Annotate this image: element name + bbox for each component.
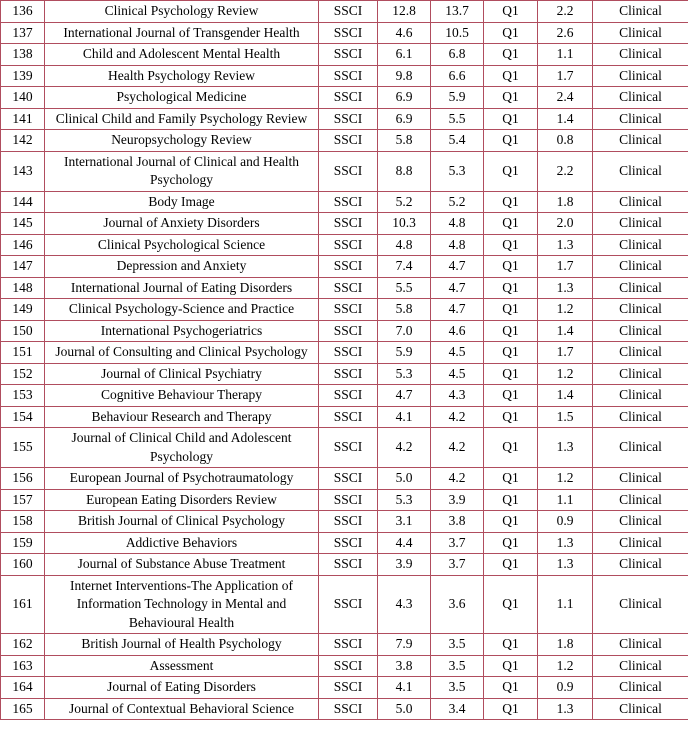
table-row: [1, 130, 688, 152]
journal-name: International Journal of Eating Disorders: [45, 277, 319, 299]
category: Clinical: [593, 489, 688, 511]
table-row: [1, 191, 688, 213]
metric-2: 3.9: [431, 489, 484, 511]
citation-index: SSCI: [319, 489, 378, 511]
citation-index: SSCI: [319, 698, 378, 720]
category: Clinical: [593, 511, 688, 533]
table-row: [1, 65, 688, 87]
metric-2: 13.7: [431, 1, 484, 23]
category: Clinical: [593, 363, 688, 385]
row-number: 138: [1, 44, 45, 66]
journal-name: International Psychogeriatrics: [45, 320, 319, 342]
quartile: Q1: [484, 130, 538, 152]
metric-2: 3.5: [431, 655, 484, 677]
metric-3: 1.1: [538, 44, 593, 66]
journal-name: Psychological Medicine: [45, 87, 319, 109]
journal-name: Clinical Psychological Science: [45, 234, 319, 256]
quartile: Q1: [484, 385, 538, 407]
metric-2: 3.4: [431, 698, 484, 720]
quartile: Q1: [484, 44, 538, 66]
journal-name: Health Psychology Review: [45, 65, 319, 87]
quartile: Q1: [484, 342, 538, 364]
metric-1: 10.3: [378, 213, 431, 235]
category: Clinical: [593, 151, 688, 191]
quartile: Q1: [484, 428, 538, 468]
quartile: Q1: [484, 256, 538, 278]
table-body: [1, 1, 688, 720]
citation-index: SSCI: [319, 191, 378, 213]
metric-1: 4.8: [378, 234, 431, 256]
metric-1: 6.9: [378, 108, 431, 130]
citation-index: SSCI: [319, 342, 378, 364]
table-row: [1, 342, 688, 364]
metric-1: 5.3: [378, 489, 431, 511]
metric-3: 1.2: [538, 299, 593, 321]
journal-name: Assessment: [45, 655, 319, 677]
metric-1: 3.8: [378, 655, 431, 677]
metric-1: 8.8: [378, 151, 431, 191]
category: Clinical: [593, 130, 688, 152]
metric-3: 1.2: [538, 363, 593, 385]
table-row: [1, 320, 688, 342]
category: Clinical: [593, 634, 688, 656]
row-number: 144: [1, 191, 45, 213]
metric-1: 5.8: [378, 130, 431, 152]
row-number: 164: [1, 677, 45, 699]
table-row: [1, 575, 688, 634]
quartile: Q1: [484, 320, 538, 342]
citation-index: SSCI: [319, 277, 378, 299]
quartile: Q1: [484, 299, 538, 321]
row-number: 136: [1, 1, 45, 23]
row-number: 145: [1, 213, 45, 235]
category: Clinical: [593, 320, 688, 342]
journal-name: Child and Adolescent Mental Health: [45, 44, 319, 66]
category: Clinical: [593, 234, 688, 256]
metric-2: 4.2: [431, 428, 484, 468]
metric-2: 5.3: [431, 151, 484, 191]
category: Clinical: [593, 655, 688, 677]
metric-3: 1.2: [538, 468, 593, 490]
quartile: Q1: [484, 213, 538, 235]
metric-2: 4.2: [431, 468, 484, 490]
table-row: [1, 22, 688, 44]
category: Clinical: [593, 108, 688, 130]
journal-name: Body Image: [45, 191, 319, 213]
metric-3: 2.2: [538, 151, 593, 191]
quartile: Q1: [484, 468, 538, 490]
category: Clinical: [593, 677, 688, 699]
metric-3: 1.1: [538, 575, 593, 634]
table-row: [1, 213, 688, 235]
category: Clinical: [593, 554, 688, 576]
quartile: Q1: [484, 634, 538, 656]
citation-index: SSCI: [319, 130, 378, 152]
metric-3: 1.2: [538, 655, 593, 677]
journal-name: Clinical Child and Family Psychology Review: [45, 108, 319, 130]
quartile: Q1: [484, 108, 538, 130]
row-number: 137: [1, 22, 45, 44]
metric-3: 2.4: [538, 87, 593, 109]
row-number: 165: [1, 698, 45, 720]
citation-index: SSCI: [319, 65, 378, 87]
metric-2: 4.7: [431, 299, 484, 321]
row-number: 158: [1, 511, 45, 533]
metric-2: 3.8: [431, 511, 484, 533]
metric-3: 1.3: [538, 428, 593, 468]
metric-3: 1.3: [538, 277, 593, 299]
category: Clinical: [593, 342, 688, 364]
quartile: Q1: [484, 87, 538, 109]
metric-1: 3.1: [378, 511, 431, 533]
citation-index: SSCI: [319, 385, 378, 407]
row-number: 139: [1, 65, 45, 87]
metric-2: 3.7: [431, 554, 484, 576]
journal-name: Journal of Eating Disorders: [45, 677, 319, 699]
quartile: Q1: [484, 277, 538, 299]
citation-index: SSCI: [319, 299, 378, 321]
quartile: Q1: [484, 554, 538, 576]
quartile: Q1: [484, 363, 538, 385]
citation-index: SSCI: [319, 406, 378, 428]
category: Clinical: [593, 277, 688, 299]
category: Clinical: [593, 385, 688, 407]
row-number: 142: [1, 130, 45, 152]
journal-name: Clinical Psychology Review: [45, 1, 319, 23]
metric-1: 6.1: [378, 44, 431, 66]
journal-name: Journal of Anxiety Disorders: [45, 213, 319, 235]
metric-1: 4.1: [378, 406, 431, 428]
metric-2: 4.7: [431, 277, 484, 299]
citation-index: SSCI: [319, 428, 378, 468]
metric-1: 5.8: [378, 299, 431, 321]
quartile: Q1: [484, 575, 538, 634]
table-row: [1, 532, 688, 554]
metric-1: 4.4: [378, 532, 431, 554]
citation-index: SSCI: [319, 108, 378, 130]
metric-2: 4.3: [431, 385, 484, 407]
quartile: Q1: [484, 655, 538, 677]
metric-2: 3.5: [431, 677, 484, 699]
row-number: 143: [1, 151, 45, 191]
citation-index: SSCI: [319, 363, 378, 385]
quartile: Q1: [484, 65, 538, 87]
citation-index: SSCI: [319, 532, 378, 554]
metric-1: 4.2: [378, 428, 431, 468]
metric-3: 1.3: [538, 532, 593, 554]
quartile: Q1: [484, 489, 538, 511]
metric-1: 4.1: [378, 677, 431, 699]
citation-index: SSCI: [319, 677, 378, 699]
quartile: Q1: [484, 151, 538, 191]
category: Clinical: [593, 1, 688, 23]
category: Clinical: [593, 406, 688, 428]
metric-1: 4.7: [378, 385, 431, 407]
table-row: [1, 277, 688, 299]
category: Clinical: [593, 428, 688, 468]
row-number: 155: [1, 428, 45, 468]
journal-name: Behaviour Research and Therapy: [45, 406, 319, 428]
row-number: 157: [1, 489, 45, 511]
row-number: 161: [1, 575, 45, 634]
metric-1: 5.3: [378, 363, 431, 385]
metric-1: 9.8: [378, 65, 431, 87]
journal-name: Clinical Psychology-Science and Practice: [45, 299, 319, 321]
row-number: 148: [1, 277, 45, 299]
citation-index: SSCI: [319, 151, 378, 191]
metric-3: 1.4: [538, 320, 593, 342]
metric-1: 7.4: [378, 256, 431, 278]
metric-1: 5.0: [378, 698, 431, 720]
metric-3: 0.9: [538, 511, 593, 533]
row-number: 163: [1, 655, 45, 677]
row-number: 150: [1, 320, 45, 342]
metric-3: 2.2: [538, 1, 593, 23]
metric-3: 1.1: [538, 489, 593, 511]
metric-2: 5.9: [431, 87, 484, 109]
metric-3: 0.9: [538, 677, 593, 699]
metric-1: 4.6: [378, 22, 431, 44]
journal-name: Internet Interventions-The Application of Information Technology in Mental and Behavioural Health: [45, 575, 319, 634]
row-number: 162: [1, 634, 45, 656]
journal-name: Neuropsychology Review: [45, 130, 319, 152]
journal-name: Journal of Clinical Psychiatry: [45, 363, 319, 385]
metric-2: 6.8: [431, 44, 484, 66]
journal-name: Depression and Anxiety: [45, 256, 319, 278]
category: Clinical: [593, 532, 688, 554]
metric-2: 5.5: [431, 108, 484, 130]
citation-index: SSCI: [319, 320, 378, 342]
metric-2: 4.6: [431, 320, 484, 342]
metric-1: 5.2: [378, 191, 431, 213]
metric-2: 3.5: [431, 634, 484, 656]
metric-2: 10.5: [431, 22, 484, 44]
citation-index: SSCI: [319, 87, 378, 109]
table-row: [1, 151, 688, 191]
journal-name: Addictive Behaviors: [45, 532, 319, 554]
metric-2: 4.8: [431, 234, 484, 256]
category: Clinical: [593, 299, 688, 321]
table-row: [1, 363, 688, 385]
category: Clinical: [593, 22, 688, 44]
citation-index: SSCI: [319, 575, 378, 634]
category: Clinical: [593, 468, 688, 490]
quartile: Q1: [484, 698, 538, 720]
metric-3: 1.7: [538, 342, 593, 364]
quartile: Q1: [484, 677, 538, 699]
row-number: 149: [1, 299, 45, 321]
table-row: [1, 108, 688, 130]
metric-3: 1.8: [538, 634, 593, 656]
metric-3: 1.4: [538, 385, 593, 407]
category: Clinical: [593, 213, 688, 235]
citation-index: SSCI: [319, 1, 378, 23]
quartile: Q1: [484, 532, 538, 554]
table-row: [1, 406, 688, 428]
table-row: [1, 554, 688, 576]
row-number: 141: [1, 108, 45, 130]
citation-index: SSCI: [319, 468, 378, 490]
metric-2: 5.4: [431, 130, 484, 152]
metric-2: 4.5: [431, 363, 484, 385]
table-row: [1, 468, 688, 490]
quartile: Q1: [484, 234, 538, 256]
table-row: [1, 299, 688, 321]
metric-3: 1.7: [538, 65, 593, 87]
journal-name: Cognitive Behaviour Therapy: [45, 385, 319, 407]
metric-2: 3.6: [431, 575, 484, 634]
category: Clinical: [593, 191, 688, 213]
metric-2: 4.7: [431, 256, 484, 278]
table-row: [1, 677, 688, 699]
citation-index: SSCI: [319, 44, 378, 66]
metric-1: 7.0: [378, 320, 431, 342]
journal-name: Journal of Substance Abuse Treatment: [45, 554, 319, 576]
table-row: [1, 234, 688, 256]
metric-3: 1.7: [538, 256, 593, 278]
row-number: 159: [1, 532, 45, 554]
metric-2: 5.2: [431, 191, 484, 213]
metric-3: 1.8: [538, 191, 593, 213]
citation-index: SSCI: [319, 511, 378, 533]
journal-name: European Eating Disorders Review: [45, 489, 319, 511]
journal-name: British Journal of Clinical Psychology: [45, 511, 319, 533]
category: Clinical: [593, 65, 688, 87]
metric-3: 0.8: [538, 130, 593, 152]
table-row: [1, 428, 688, 468]
metric-1: 5.0: [378, 468, 431, 490]
table-row: [1, 1, 688, 23]
citation-index: SSCI: [319, 256, 378, 278]
metric-3: 1.4: [538, 108, 593, 130]
journal-name: British Journal of Health Psychology: [45, 634, 319, 656]
row-number: 154: [1, 406, 45, 428]
metric-1: 12.8: [378, 1, 431, 23]
row-number: 153: [1, 385, 45, 407]
metric-2: 3.7: [431, 532, 484, 554]
journal-name: International Journal of Clinical and Health Psychology: [45, 151, 319, 191]
citation-index: SSCI: [319, 634, 378, 656]
quartile: Q1: [484, 22, 538, 44]
metric-2: 4.8: [431, 213, 484, 235]
metric-3: 1.5: [538, 406, 593, 428]
quartile: Q1: [484, 191, 538, 213]
metric-2: 6.6: [431, 65, 484, 87]
journal-name: Journal of Contextual Behavioral Science: [45, 698, 319, 720]
metric-1: 6.9: [378, 87, 431, 109]
metric-3: 2.0: [538, 213, 593, 235]
row-number: 156: [1, 468, 45, 490]
row-number: 146: [1, 234, 45, 256]
citation-index: SSCI: [319, 213, 378, 235]
table-row: [1, 87, 688, 109]
row-number: 147: [1, 256, 45, 278]
metric-3: 1.3: [538, 234, 593, 256]
category: Clinical: [593, 575, 688, 634]
metric-1: 7.9: [378, 634, 431, 656]
citation-index: SSCI: [319, 554, 378, 576]
quartile: Q1: [484, 406, 538, 428]
metric-1: 3.9: [378, 554, 431, 576]
citation-index: SSCI: [319, 234, 378, 256]
row-number: 160: [1, 554, 45, 576]
row-number: 140: [1, 87, 45, 109]
journal-name: Journal of Consulting and Clinical Psychology: [45, 342, 319, 364]
table-row: [1, 634, 688, 656]
citation-index: SSCI: [319, 655, 378, 677]
table-row: [1, 256, 688, 278]
metric-1: 5.9: [378, 342, 431, 364]
quartile: Q1: [484, 511, 538, 533]
metric-3: 1.3: [538, 698, 593, 720]
metric-2: 4.5: [431, 342, 484, 364]
journal-name: Journal of Clinical Child and Adolescent Psychology: [45, 428, 319, 468]
row-number: 152: [1, 363, 45, 385]
metric-3: 2.6: [538, 22, 593, 44]
metric-1: 5.5: [378, 277, 431, 299]
category: Clinical: [593, 698, 688, 720]
category: Clinical: [593, 87, 688, 109]
metric-2: 4.2: [431, 406, 484, 428]
table-row: [1, 385, 688, 407]
table-row: [1, 44, 688, 66]
metric-1: 4.3: [378, 575, 431, 634]
category: Clinical: [593, 256, 688, 278]
row-number: 151: [1, 342, 45, 364]
citation-index: SSCI: [319, 22, 378, 44]
table-row: [1, 489, 688, 511]
table-row: [1, 511, 688, 533]
quartile: Q1: [484, 1, 538, 23]
journal-name: European Journal of Psychotraumatology: [45, 468, 319, 490]
table-row: [1, 698, 688, 720]
metric-3: 1.3: [538, 554, 593, 576]
table-row: [1, 655, 688, 677]
journal-name: International Journal of Transgender Health: [45, 22, 319, 44]
category: Clinical: [593, 44, 688, 66]
